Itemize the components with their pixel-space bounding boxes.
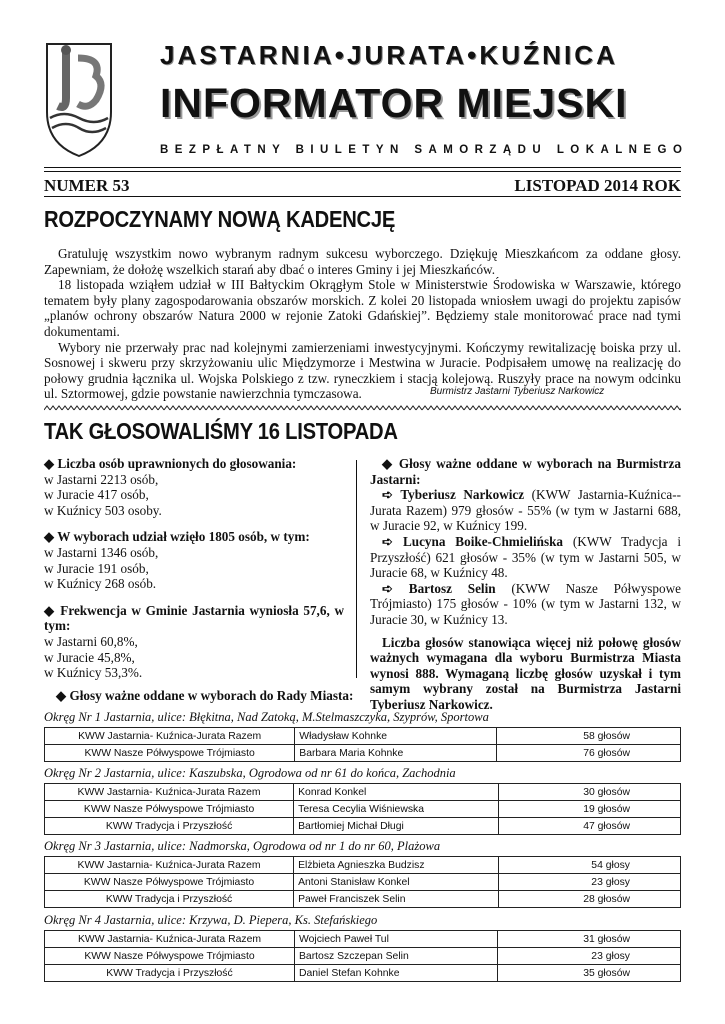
committee-cell: KWW Nasze Półwyspowe Trójmiasto <box>45 874 294 891</box>
table-row <box>45 931 681 948</box>
arrow-icon: ➪ <box>382 487 394 503</box>
committee-cell: KWW Nasze Półwyspowe Trójmiasto <box>45 948 295 965</box>
votes-cell: 35 głosów <box>497 965 680 982</box>
stat-line: w Kuźnicy 53,3%. <box>44 665 143 681</box>
votes-cell: 47 głosów <box>498 818 680 835</box>
turnout-percent-heading: ◆ Frekwencja w Gminie Jastarnia wyniosła 57,6, w tym: <box>44 602 344 634</box>
masthead-title: INFORMATOR MIEJSKI <box>160 80 628 126</box>
stat-line: w Jastarni 1346 osób, <box>44 544 159 560</box>
table-row <box>45 965 681 982</box>
stat-line: w Jastarni 60,8%, <box>44 633 138 649</box>
candidate-detail: (KWW Jastarnia-Kuźnica--Jurata Razem) 979 głosów - 55% (w tym w Jastarni 688, w Juracie 92, w Kuźnicy 199. <box>370 487 681 534</box>
district-title: Okręg Nr 2 Jastarnia, ulice: Kaszubska, Ogrodowa od nr 61 do końca, Zachodnia <box>44 766 456 780</box>
stat-line: w Juracie 417 osób, <box>44 487 149 503</box>
table-row <box>45 728 681 745</box>
masthead-rule-top <box>44 167 681 168</box>
councillor-cell: Bartłomiej Michał Długi <box>294 818 499 835</box>
votes-cell: 19 głosów <box>498 801 680 818</box>
district-results-table <box>44 856 681 908</box>
councillor-cell: Wojciech Paweł Tul <box>294 931 497 948</box>
masthead-rule-bottom <box>44 196 681 197</box>
councillor-cell: Barbara Maria Kohnke <box>295 745 497 762</box>
district-title: Okręg Nr 1 Jastarnia, ulice: Błękitna, Nad Zatoką, M.Stelmaszczyka, Szyprów, Sportowa <box>44 710 489 724</box>
votes-cell: 76 głosów <box>497 745 681 762</box>
councillor-cell: Władysław Kohnke <box>295 728 497 745</box>
votes-cell: 23 głosy <box>498 874 680 891</box>
issue-date: LISTOPAD 2014 ROK <box>514 176 681 195</box>
district-results-table <box>44 930 681 982</box>
stats-column <box>44 456 344 681</box>
candidate-entry <box>370 534 681 581</box>
table-row <box>45 948 681 965</box>
district-results-table <box>44 727 681 762</box>
article1-headline: ROZPOCZYNAMY NOWĄ KADENCJĘ <box>44 206 396 232</box>
council-results-heading: ◆ Głosy ważne oddane w wyborach do Rady Miasta: <box>56 688 354 703</box>
committee-cell: KWW Tradycja i Przyszłość <box>45 818 294 835</box>
stat-line: w Kuźnicy 268 osób. <box>44 576 157 592</box>
article1-signature: Burmistrz Jastarni Tyberiusz Narkowicz <box>430 386 605 397</box>
masthead-tagline: BEZPŁATNY BIULETYN SAMORZĄDU LOKALNEGO <box>160 144 689 156</box>
candidate-entry <box>370 487 681 534</box>
candidate-entry <box>370 581 681 628</box>
masthead-rule-top-2 <box>44 171 681 172</box>
turnout-count-heading: ◆ W wyborach udział wzięło 1805 osób, w tym: <box>44 529 310 545</box>
councillor-cell: Teresa Cecylia Wiśniewska <box>294 801 499 818</box>
candidate-name: Tyberiusz Narkowicz <box>400 487 525 503</box>
stat-line: w Juracie 45,8%, <box>44 649 135 665</box>
masthead-towns: JASTARNIA•JURATA•KUŹNICA <box>160 40 619 70</box>
votes-cell: 23 głosy <box>497 948 680 965</box>
town-crest-logo <box>44 40 114 160</box>
committee-cell: KWW Jastarnia- Kuźnica-Jurata Razem <box>45 784 294 801</box>
table-row <box>45 857 681 874</box>
table-row <box>45 801 681 818</box>
district-results-table <box>44 783 681 835</box>
councillor-cell: Antoni Stanisław Konkel <box>294 874 499 891</box>
article2-headline: TAK GŁOSOWALIŚMY 16 LISTOPADA <box>44 418 398 444</box>
councillor-cell: Daniel Stefan Kohnke <box>294 965 497 982</box>
councillor-cell: Paweł Franciszek Selin <box>294 891 499 908</box>
table-row <box>45 745 681 762</box>
article1-paragraph: Wybory nie przerwały prac nad kolejnymi zamierzeniami inwestycyjnymi. Kończymy rewitalizację boiska przy ul. Sosnowej i skweru przy skrzyżowaniu ulic Międzymorze i Mestwina w Juracie. Podpisałem umowę na realizację do połowy grudnia łącznika ul. Wojska Polskiego z tzw. ryneczkiem i stacją kolejową. Ruszyły prace na nowym odcinku ul. Sztormowej, gdzie powstanie nawierzchnia tymczasowa. <box>44 339 681 402</box>
votes-cell: 54 głosy <box>498 857 680 874</box>
section-divider <box>44 405 681 411</box>
committee-cell: KWW Nasze Półwyspowe Trójmiasto <box>45 801 294 818</box>
eligible-voters-heading: ◆ Liczba osób uprawnionych do głosowania: <box>44 456 297 471</box>
stat-line: w Kuźnicy 503 osoby. <box>44 502 162 518</box>
article1-paragraph: Gratuluję wszystkim nowo wybranym radnym sukcesu wyborczego. Dziękuję Mieszkańcom za oddane głosy. Zapewniam, że dołożę wszelkich starań aby dbać o interes Gminy i jej Mieszkańców. <box>44 246 681 277</box>
stat-line: w Jastarni 2213 osób, <box>44 471 159 487</box>
committee-cell: KWW Tradycja i Przyszłość <box>45 891 294 908</box>
committee-cell: KWW Jastarnia- Kuźnica-Jurata Razem <box>45 931 295 948</box>
councillor-cell: Elżbieta Agnieszka Budzisz <box>294 857 499 874</box>
district-title: Okręg Nr 3 Jastarnia, ulice: Nadmorska, Ogrodowa od nr 1 do nr 60, Plażowa <box>44 839 441 853</box>
candidate-detail: (KWW Tradycja i Przyszłość) 621 głosów - 35% (w tym w Jastarni 505, w Juracie 68, w Kuźnicy 48. <box>370 533 682 581</box>
votes-cell: 28 głosów <box>498 891 680 908</box>
committee-cell: KWW Jastarnia- Kuźnica-Jurata Razem <box>45 857 294 874</box>
committee-cell: KWW Jastarnia- Kuźnica-Jurata Razem <box>45 728 295 745</box>
mayor-results-column <box>370 456 681 713</box>
votes-cell: 30 głosów <box>498 784 680 801</box>
councillor-cell: Bartosz Szczepan Selin <box>294 948 497 965</box>
mayor-results-heading: ◆ Głosy ważne oddane w wyborach na Burmistrza Jastarni: <box>370 456 681 487</box>
candidate-name: Bartosz Selin <box>408 580 496 596</box>
issue-number: NUMER 53 <box>44 176 130 195</box>
arrow-icon: ➪ <box>382 580 394 596</box>
table-row <box>45 874 681 891</box>
votes-cell: 58 głosów <box>497 728 681 745</box>
arrow-icon: ➪ <box>382 533 394 549</box>
stat-line: w Juracie 191 osób, <box>44 560 149 576</box>
committee-cell: KWW Nasze Półwyspowe Trójmiasto <box>45 745 295 762</box>
table-row <box>45 891 681 908</box>
table-row <box>45 818 681 835</box>
table-row <box>45 784 681 801</box>
district-title: Okręg Nr 4 Jastarnia, ulice: Krzywa, D. Piepera, Ks. Stefańskiego <box>44 913 378 927</box>
article1-paragraph: 18 listopada wziąłem udział w III Bałtyckim Okrągłym Stole w Ministerstwie Środowiska w Warszawie, którego tematem były plany zagospodarowania obszarów morskich. Z kolei 20 listopada wniosłem uwagi do projektu zapisów „planów ochrony obszarów Natura 2000 w rejonie Zatoki Gdańskiej”. Będziemy stale monitorować prace nad tymi dokumentami. <box>44 277 681 339</box>
article1-body <box>44 246 681 402</box>
candidate-detail: (KWW Nasze Półwyspowe Trójmiasto) 175 głosów - 10% (w tym w Jastarni 132, w Juracie 30, w Kuźnicy 13. <box>370 580 681 627</box>
committee-cell: KWW Tradycja i Przyszłość <box>45 965 295 982</box>
column-divider <box>356 460 357 678</box>
candidate-name: Lucyna Boike-Chmielińska <box>402 533 564 549</box>
votes-cell: 31 głosów <box>497 931 680 948</box>
councillor-cell: Konrad Konkel <box>294 784 499 801</box>
mayor-summary: Liczba głosów stanowiąca więcej niż połowę głosów ważnych wymagana dla wyboru Burmistrza Miasta wynosi 888. Wymaganą liczbę głosów uzyskał i tym samym wybrany został na Burmistrza Jastarni Tyberiusz Narkowicz. <box>370 634 681 712</box>
